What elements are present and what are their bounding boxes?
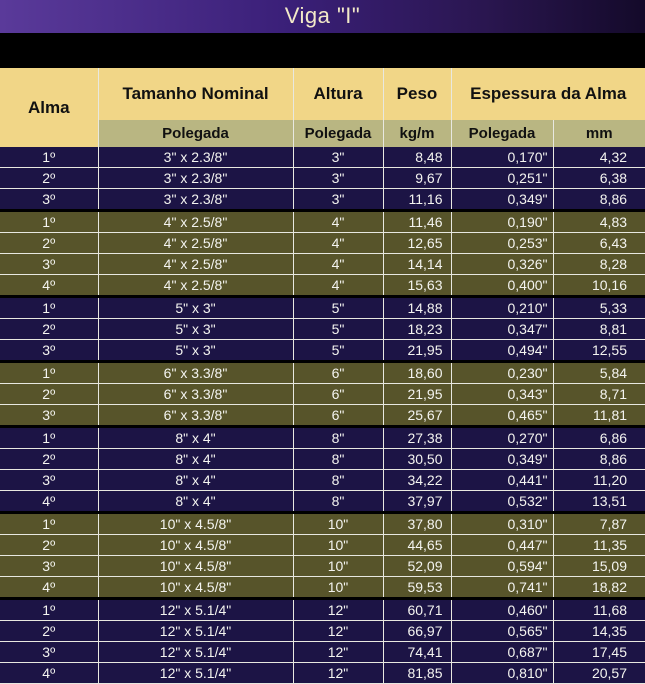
table-row (0, 642, 645, 663)
cell-altura: 4" (293, 211, 383, 233)
cell-altura: 8" (293, 449, 383, 470)
cell-espessura-mm: 5,84 (553, 362, 645, 384)
cell-tamanho: 5" x 3" (98, 297, 293, 319)
cell-espessura-mm: 5,33 (553, 297, 645, 319)
cell-altura: 3" (293, 189, 383, 211)
cell-espessura-polegada: 0,251" (451, 168, 553, 189)
cell-altura: 10" (293, 513, 383, 535)
cell-espessura-polegada: 0,326" (451, 254, 553, 275)
cell-alma: 3º (0, 642, 98, 663)
cell-peso: 52,09 (383, 556, 451, 577)
cell-tamanho: 4" x 2.5/8" (98, 233, 293, 254)
cell-altura: 10" (293, 556, 383, 577)
cell-altura: 5" (293, 340, 383, 362)
cell-altura: 5" (293, 297, 383, 319)
cell-tamanho: 3" x 2.3/8" (98, 168, 293, 189)
cell-peso: 25,67 (383, 405, 451, 427)
cell-alma: 4º (0, 663, 98, 684)
cell-alma: 1º (0, 211, 98, 233)
cell-espessura-mm: 8,86 (553, 449, 645, 470)
cell-espessura-polegada: 0,810" (451, 663, 553, 684)
cell-altura: 12" (293, 663, 383, 684)
cell-alma: 4º (0, 491, 98, 513)
table-row (0, 254, 645, 275)
cell-peso: 14,88 (383, 297, 451, 319)
cell-espessura-polegada: 0,447" (451, 535, 553, 556)
table-row (0, 189, 645, 211)
header-tamanho: Tamanho Nominal (98, 68, 293, 120)
table-row (0, 384, 645, 405)
cell-alma: 2º (0, 449, 98, 470)
cell-altura: 3" (293, 168, 383, 189)
cell-peso: 27,38 (383, 427, 451, 449)
cell-altura: 4" (293, 254, 383, 275)
header-altura: Altura (293, 68, 383, 120)
table-row (0, 340, 645, 362)
cell-tamanho: 5" x 3" (98, 319, 293, 340)
cell-peso: 8,48 (383, 147, 451, 168)
table-row (0, 405, 645, 427)
table-row (0, 470, 645, 491)
cell-altura: 10" (293, 577, 383, 599)
cell-altura: 8" (293, 491, 383, 513)
cell-tamanho: 12" x 5.1/4" (98, 663, 293, 684)
cell-alma: 2º (0, 168, 98, 189)
cell-tamanho: 8" x 4" (98, 470, 293, 491)
cell-espessura-mm: 7,87 (553, 513, 645, 535)
cell-alma: 2º (0, 621, 98, 642)
table-row (0, 491, 645, 513)
table-row (0, 535, 645, 556)
cell-peso: 37,97 (383, 491, 451, 513)
table-row (0, 233, 645, 254)
cell-tamanho: 10" x 4.5/8" (98, 577, 293, 599)
cell-alma: 4º (0, 577, 98, 599)
cell-espessura-mm: 11,35 (553, 535, 645, 556)
cell-espessura-mm: 6,43 (553, 233, 645, 254)
cell-espessura-polegada: 0,400" (451, 275, 553, 297)
cell-tamanho: 6" x 3.3/8" (98, 384, 293, 405)
cell-altura: 12" (293, 642, 383, 663)
cell-espessura-mm: 18,82 (553, 577, 645, 599)
cell-peso: 11,16 (383, 189, 451, 211)
table-row (0, 556, 645, 577)
cell-espessura-mm: 13,51 (553, 491, 645, 513)
cell-tamanho: 8" x 4" (98, 427, 293, 449)
cell-peso: 15,63 (383, 275, 451, 297)
table-row (0, 319, 645, 340)
cell-espessura-polegada: 0,170" (451, 147, 553, 168)
cell-tamanho: 4" x 2.5/8" (98, 275, 293, 297)
cell-espessura-mm: 8,81 (553, 319, 645, 340)
table-row (0, 449, 645, 470)
cell-espessura-polegada: 0,210" (451, 297, 553, 319)
cell-espessura-mm: 4,32 (553, 147, 645, 168)
cell-espessura-mm: 12,55 (553, 340, 645, 362)
cell-alma: 1º (0, 599, 98, 621)
cell-espessura-polegada: 0,270" (451, 427, 553, 449)
cell-altura: 8" (293, 470, 383, 491)
cell-tamanho: 3" x 2.3/8" (98, 147, 293, 168)
title-banner (0, 0, 645, 33)
cell-altura: 6" (293, 405, 383, 427)
cell-altura: 3" (293, 147, 383, 168)
cell-tamanho: 5" x 3" (98, 340, 293, 362)
viga-table (0, 68, 645, 684)
table-row (0, 427, 645, 449)
cell-peso: 74,41 (383, 642, 451, 663)
cell-espessura-mm: 20,57 (553, 663, 645, 684)
cell-espessura-polegada: 0,494" (451, 340, 553, 362)
cell-altura: 6" (293, 384, 383, 405)
cell-altura: 4" (293, 275, 383, 297)
cell-peso: 34,22 (383, 470, 451, 491)
cell-tamanho: 4" x 2.5/8" (98, 254, 293, 275)
table-row (0, 362, 645, 384)
cell-alma: 3º (0, 189, 98, 211)
cell-tamanho: 8" x 4" (98, 449, 293, 470)
cell-tamanho: 12" x 5.1/4" (98, 642, 293, 663)
cell-tamanho: 10" x 4.5/8" (98, 513, 293, 535)
cell-tamanho: 10" x 4.5/8" (98, 535, 293, 556)
cell-espessura-polegada: 0,465" (451, 405, 553, 427)
subheader-espessura-mm: mm (553, 120, 645, 147)
cell-espessura-polegada: 0,741" (451, 577, 553, 599)
cell-alma: 1º (0, 147, 98, 168)
cell-espessura-polegada: 0,343" (451, 384, 553, 405)
cell-espessura-mm: 10,16 (553, 275, 645, 297)
table-row (0, 211, 645, 233)
cell-tamanho: 3" x 2.3/8" (98, 189, 293, 211)
cell-alma: 1º (0, 362, 98, 384)
cell-espessura-mm: 15,09 (553, 556, 645, 577)
cell-peso: 66,97 (383, 621, 451, 642)
cell-espessura-polegada: 0,565" (451, 621, 553, 642)
cell-espessura-polegada: 0,347" (451, 319, 553, 340)
cell-espessura-mm: 11,20 (553, 470, 645, 491)
table-row (0, 513, 645, 535)
cell-espessura-polegada: 0,253" (451, 233, 553, 254)
cell-alma: 1º (0, 513, 98, 535)
subheader-altura-polegada: Polegada (293, 120, 383, 147)
table-row (0, 599, 645, 621)
cell-tamanho: 6" x 3.3/8" (98, 362, 293, 384)
cell-peso: 21,95 (383, 384, 451, 405)
cell-peso: 14,14 (383, 254, 451, 275)
cell-espessura-polegada: 0,687" (451, 642, 553, 663)
cell-peso: 18,60 (383, 362, 451, 384)
cell-espessura-mm: 8,28 (553, 254, 645, 275)
cell-espessura-mm: 8,71 (553, 384, 645, 405)
cell-altura: 12" (293, 621, 383, 642)
cell-espessura-polegada: 0,310" (451, 513, 553, 535)
cell-espessura-polegada: 0,532" (451, 491, 553, 513)
cell-alma: 3º (0, 556, 98, 577)
cell-espessura-mm: 6,86 (553, 427, 645, 449)
cell-alma: 3º (0, 340, 98, 362)
cell-espessura-mm: 17,45 (553, 642, 645, 663)
cell-alma: 1º (0, 297, 98, 319)
cell-peso: 30,50 (383, 449, 451, 470)
cell-altura: 12" (293, 599, 383, 621)
cell-peso: 44,65 (383, 535, 451, 556)
table-row (0, 275, 645, 297)
cell-espessura-polegada: 0,594" (451, 556, 553, 577)
cell-espessura-mm: 6,38 (553, 168, 645, 189)
subheader-peso-kgm: kg/m (383, 120, 451, 147)
cell-espessura-mm: 4,83 (553, 211, 645, 233)
table-row (0, 147, 645, 168)
header-espessura: Espessura da Alma (451, 68, 645, 120)
cell-espessura-polegada: 0,460" (451, 599, 553, 621)
cell-altura: 4" (293, 233, 383, 254)
cell-tamanho: 8" x 4" (98, 491, 293, 513)
cell-tamanho: 12" x 5.1/4" (98, 621, 293, 642)
table-row (0, 168, 645, 189)
page-title: Viga "I" (284, 3, 361, 28)
table-row (0, 621, 645, 642)
table-row (0, 663, 645, 684)
cell-espessura-polegada: 0,349" (451, 189, 553, 211)
header-alma: Alma (0, 68, 98, 147)
cell-alma: 2º (0, 384, 98, 405)
table-row (0, 297, 645, 319)
cell-espessura-polegada: 0,441" (451, 470, 553, 491)
cell-alma: 2º (0, 233, 98, 254)
cell-peso: 37,80 (383, 513, 451, 535)
cell-alma: 3º (0, 405, 98, 427)
cell-altura: 5" (293, 319, 383, 340)
header-peso: Peso (383, 68, 451, 120)
cell-peso: 59,53 (383, 577, 451, 599)
cell-espessura-polegada: 0,349" (451, 449, 553, 470)
cell-tamanho: 6" x 3.3/8" (98, 405, 293, 427)
cell-peso: 21,95 (383, 340, 451, 362)
cell-tamanho: 10" x 4.5/8" (98, 556, 293, 577)
cell-alma: 3º (0, 254, 98, 275)
cell-tamanho: 4" x 2.5/8" (98, 211, 293, 233)
cell-altura: 6" (293, 362, 383, 384)
cell-tamanho: 12" x 5.1/4" (98, 599, 293, 621)
table-row (0, 577, 645, 599)
cell-espessura-mm: 11,81 (553, 405, 645, 427)
cell-alma: 2º (0, 319, 98, 340)
cell-peso: 81,85 (383, 663, 451, 684)
cell-altura: 8" (293, 427, 383, 449)
cell-peso: 9,67 (383, 168, 451, 189)
cell-alma: 1º (0, 427, 98, 449)
table-body (0, 147, 645, 684)
cell-espessura-polegada: 0,190" (451, 211, 553, 233)
cell-alma: 3º (0, 470, 98, 491)
cell-espessura-mm: 11,68 (553, 599, 645, 621)
cell-alma: 2º (0, 535, 98, 556)
subheader-espessura-polegada: Polegada (451, 120, 553, 147)
cell-espessura-polegada: 0,230" (451, 362, 553, 384)
cell-altura: 10" (293, 535, 383, 556)
cell-alma: 4º (0, 275, 98, 297)
cell-peso: 18,23 (383, 319, 451, 340)
cell-espessura-mm: 14,35 (553, 621, 645, 642)
cell-espessura-mm: 8,86 (553, 189, 645, 211)
cell-peso: 60,71 (383, 599, 451, 621)
cell-peso: 12,65 (383, 233, 451, 254)
subheader-tamanho-polegada: Polegada (98, 120, 293, 147)
cell-peso: 11,46 (383, 211, 451, 233)
